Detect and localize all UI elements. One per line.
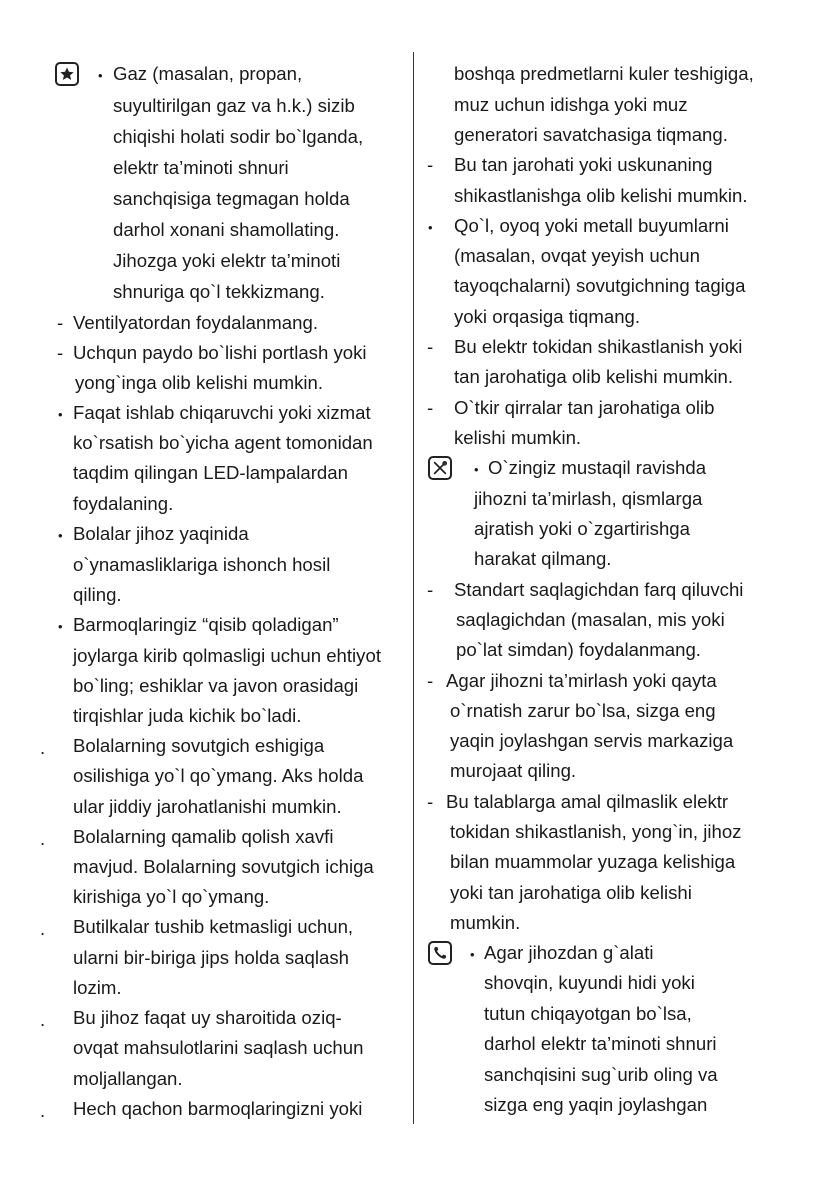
cont-line-1: boshqa predmetlarni kuler teshigiga,: [454, 63, 754, 84]
bottles-dot: .: [40, 918, 46, 939]
door-hang-line-3: ular jiddiy jarohatlanishi mumkin.: [73, 796, 342, 817]
service-line-3: yaqin joylashgan servis markaziga: [450, 730, 734, 751]
trapped-dot: .: [40, 828, 46, 849]
bottles-line-3: lozim.: [73, 977, 122, 998]
tools-icon: [428, 456, 452, 480]
gas-line-3: chiqishi holati sodir bo`lganda,: [113, 126, 364, 147]
shock-line-2: tan jarohatiga olib kelishi mumkin.: [454, 366, 734, 387]
sparks-line-1: Uchqun paydo bo`lishi portlash yoki: [73, 342, 367, 363]
repair-line-3: ajratish yoki o`zgartirishga: [474, 518, 690, 539]
repair-line-2: jihozni ta’mirlash, qismlarga: [474, 488, 703, 509]
noise-line-6: sizga eng yaqin joylashgan: [484, 1094, 708, 1115]
never-fingers-line-1: Hech qachon barmoqlaringizni yoki: [73, 1098, 363, 1119]
hands-feet-line-2: (masalan, ovqat yeyish uchun: [454, 245, 700, 266]
gas-bullet: •: [98, 68, 103, 83]
door-hang-line-2: osilishiga yo`l qo`ymang. Aks holda: [73, 765, 364, 786]
ventilator-line-1: Ventilyatordan foydalanmang.: [73, 312, 318, 333]
led-line-3: taqdim qilingan LED-lampalardan: [73, 462, 348, 483]
service-dash: -: [427, 670, 434, 691]
fingers-line-4: tirqishlar juda kichik bo`ladi.: [73, 705, 302, 726]
phone-icon: [428, 941, 452, 965]
never-fingers-dot: .: [40, 1100, 46, 1121]
fuse-dash: -: [427, 579, 434, 600]
noise-line-1: Agar jihozdan g`alati: [484, 942, 654, 963]
injury1-line-1: Bu tan jarohati yoki uskunaning: [454, 154, 713, 175]
hands-feet-bullet: •: [428, 220, 433, 235]
shock-dash: -: [427, 336, 434, 357]
gas-line-4: elektr ta’minoti shnuri: [113, 157, 289, 178]
noise-line-3: tutun chiqayotgan bo`lsa,: [484, 1003, 692, 1024]
edges-line-1: O`tkir qirralar tan jarohatiga olib: [454, 397, 715, 418]
repair-line-1: O`zingiz mustaqil ravishda: [488, 457, 707, 478]
household-line-1: Bu jihoz faqat uy sharoitida oziq-: [73, 1007, 342, 1028]
household-line-3: moljallangan.: [73, 1068, 183, 1089]
noncompliance-line-1: Bu talablarga amal qilmaslik elektr: [446, 791, 729, 812]
gas-line-1: Gaz (masalan, propan,: [113, 63, 303, 84]
fingers-line-3: bo`ling; eshiklar va javon orasidagi: [73, 675, 359, 696]
noncompliance-line-4: yoki tan jarohatiga olib kelishi: [450, 882, 692, 903]
fingers-bullet: •: [58, 619, 63, 634]
service-line-1: Agar jihozni ta’mirlash yoki qayta: [446, 670, 717, 691]
service-line-2: o`rnatish zarur bo`lsa, sizga eng: [450, 700, 716, 721]
children-play-bullet: •: [58, 528, 63, 543]
gas-line-2: suyultirilgan gaz va h.k.) sizib: [113, 95, 355, 116]
children-play-line-1: Bolalar jihoz yaqinida: [73, 523, 249, 544]
trapped-line-2: mavjud. Bolalarning sovutgich ichiga: [73, 856, 374, 877]
shock-line-1: Bu elektr tokidan shikastlanish yoki: [454, 336, 743, 357]
gas-line-6: darhol xonani shamollating.: [113, 219, 340, 240]
noncompliance-line-2: tokidan shikastlanish, yong`in, jihoz: [450, 821, 742, 842]
cont-line-2: muz uchun idishga yoki muz: [454, 94, 688, 115]
children-play-line-3: qiling.: [73, 584, 122, 605]
star-icon: [55, 62, 79, 86]
household-dot: .: [40, 1009, 46, 1030]
children-play-line-2: o`ynamasliklariga ishonch hosil: [73, 554, 331, 575]
noncompliance-dash: -: [427, 791, 434, 812]
noncompliance-line-3: bilan muammolar yuzaga kelishiga: [450, 851, 736, 872]
bottles-line-2: ularni bir-biriga jips holda saqlash: [73, 947, 349, 968]
fingers-line-1: Barmoqlaringiz “qisib qoladigan”: [73, 614, 339, 635]
fuse-line-1: Standart saqlagichdan farq qiluvchi: [454, 579, 744, 600]
household-line-2: ovqat mahsulotlarini saqlash uchun: [73, 1037, 364, 1058]
noise-line-2: shovqin, kuyundi hidi yoki: [484, 972, 695, 993]
repair-bullet: •: [474, 462, 479, 477]
fuse-line-2: saqlagichdan (masalan, mis yoki: [456, 609, 725, 630]
repair-line-4: harakat qilmang.: [474, 548, 612, 569]
gas-line-8: shnuriga qo`l tekkizmang.: [113, 281, 325, 302]
noise-bullet: •: [470, 947, 475, 962]
edges-dash: -: [427, 397, 434, 418]
hands-feet-line-3: tayoqchalarni) sovutgichning tagiga: [454, 275, 746, 296]
sparks-line-2: yong`inga olib kelishi mumkin.: [75, 372, 324, 393]
edges-line-2: kelishi mumkin.: [454, 427, 582, 448]
led-bullet: •: [58, 407, 63, 422]
ventilator-dash: -: [57, 312, 64, 333]
hands-feet-line-1: Qo`l, oyoq yoki metall buyumlarni: [454, 215, 729, 236]
noncompliance-line-5: mumkin.: [450, 912, 521, 933]
gas-line-5: sanchqisiga tegmagan holda: [113, 188, 350, 209]
service-line-4: murojaat qiling.: [450, 760, 577, 781]
sparks-dash: -: [57, 342, 64, 363]
injury1-dash: -: [427, 154, 434, 175]
trapped-line-1: Bolalarning qamalib qolish xavfi: [73, 826, 334, 847]
bottles-line-1: Butilkalar tushib ketmasligi uchun,: [73, 916, 354, 937]
gas-line-7: Jihozga yoki elektr ta’minoti: [113, 250, 341, 271]
led-line-4: foydalaning.: [73, 493, 174, 514]
noise-line-4: darhol elektr ta’minoti shnuri: [484, 1033, 717, 1054]
hands-feet-line-4: yoki orqasiga tiqmang.: [454, 306, 641, 327]
noise-line-5: sanchqisini sug`urib oling va: [484, 1064, 718, 1085]
cont-line-3: generatori savatchasiga tiqmang.: [454, 124, 728, 145]
door-hang-line-1: Bolalarning sovutgich eshigiga: [73, 735, 325, 756]
door-hang-dot: .: [40, 737, 46, 758]
fuse-line-3: po`lat simdan) foydalanmang.: [456, 639, 701, 660]
trapped-line-3: kirishiga yo`l qo`ymang.: [73, 886, 270, 907]
fingers-line-2: joylarga kirib qolmasligi uchun ehtiyot: [73, 645, 381, 666]
injury1-line-2: shikastlanishga olib kelishi mumkin.: [454, 185, 748, 206]
led-line-2: ko`rsatish bo`yicha agent tomonidan: [73, 432, 373, 453]
led-line-1: Faqat ishlab chiqaruvchi yoki xizmat: [73, 402, 371, 423]
column-divider: [413, 52, 414, 1124]
